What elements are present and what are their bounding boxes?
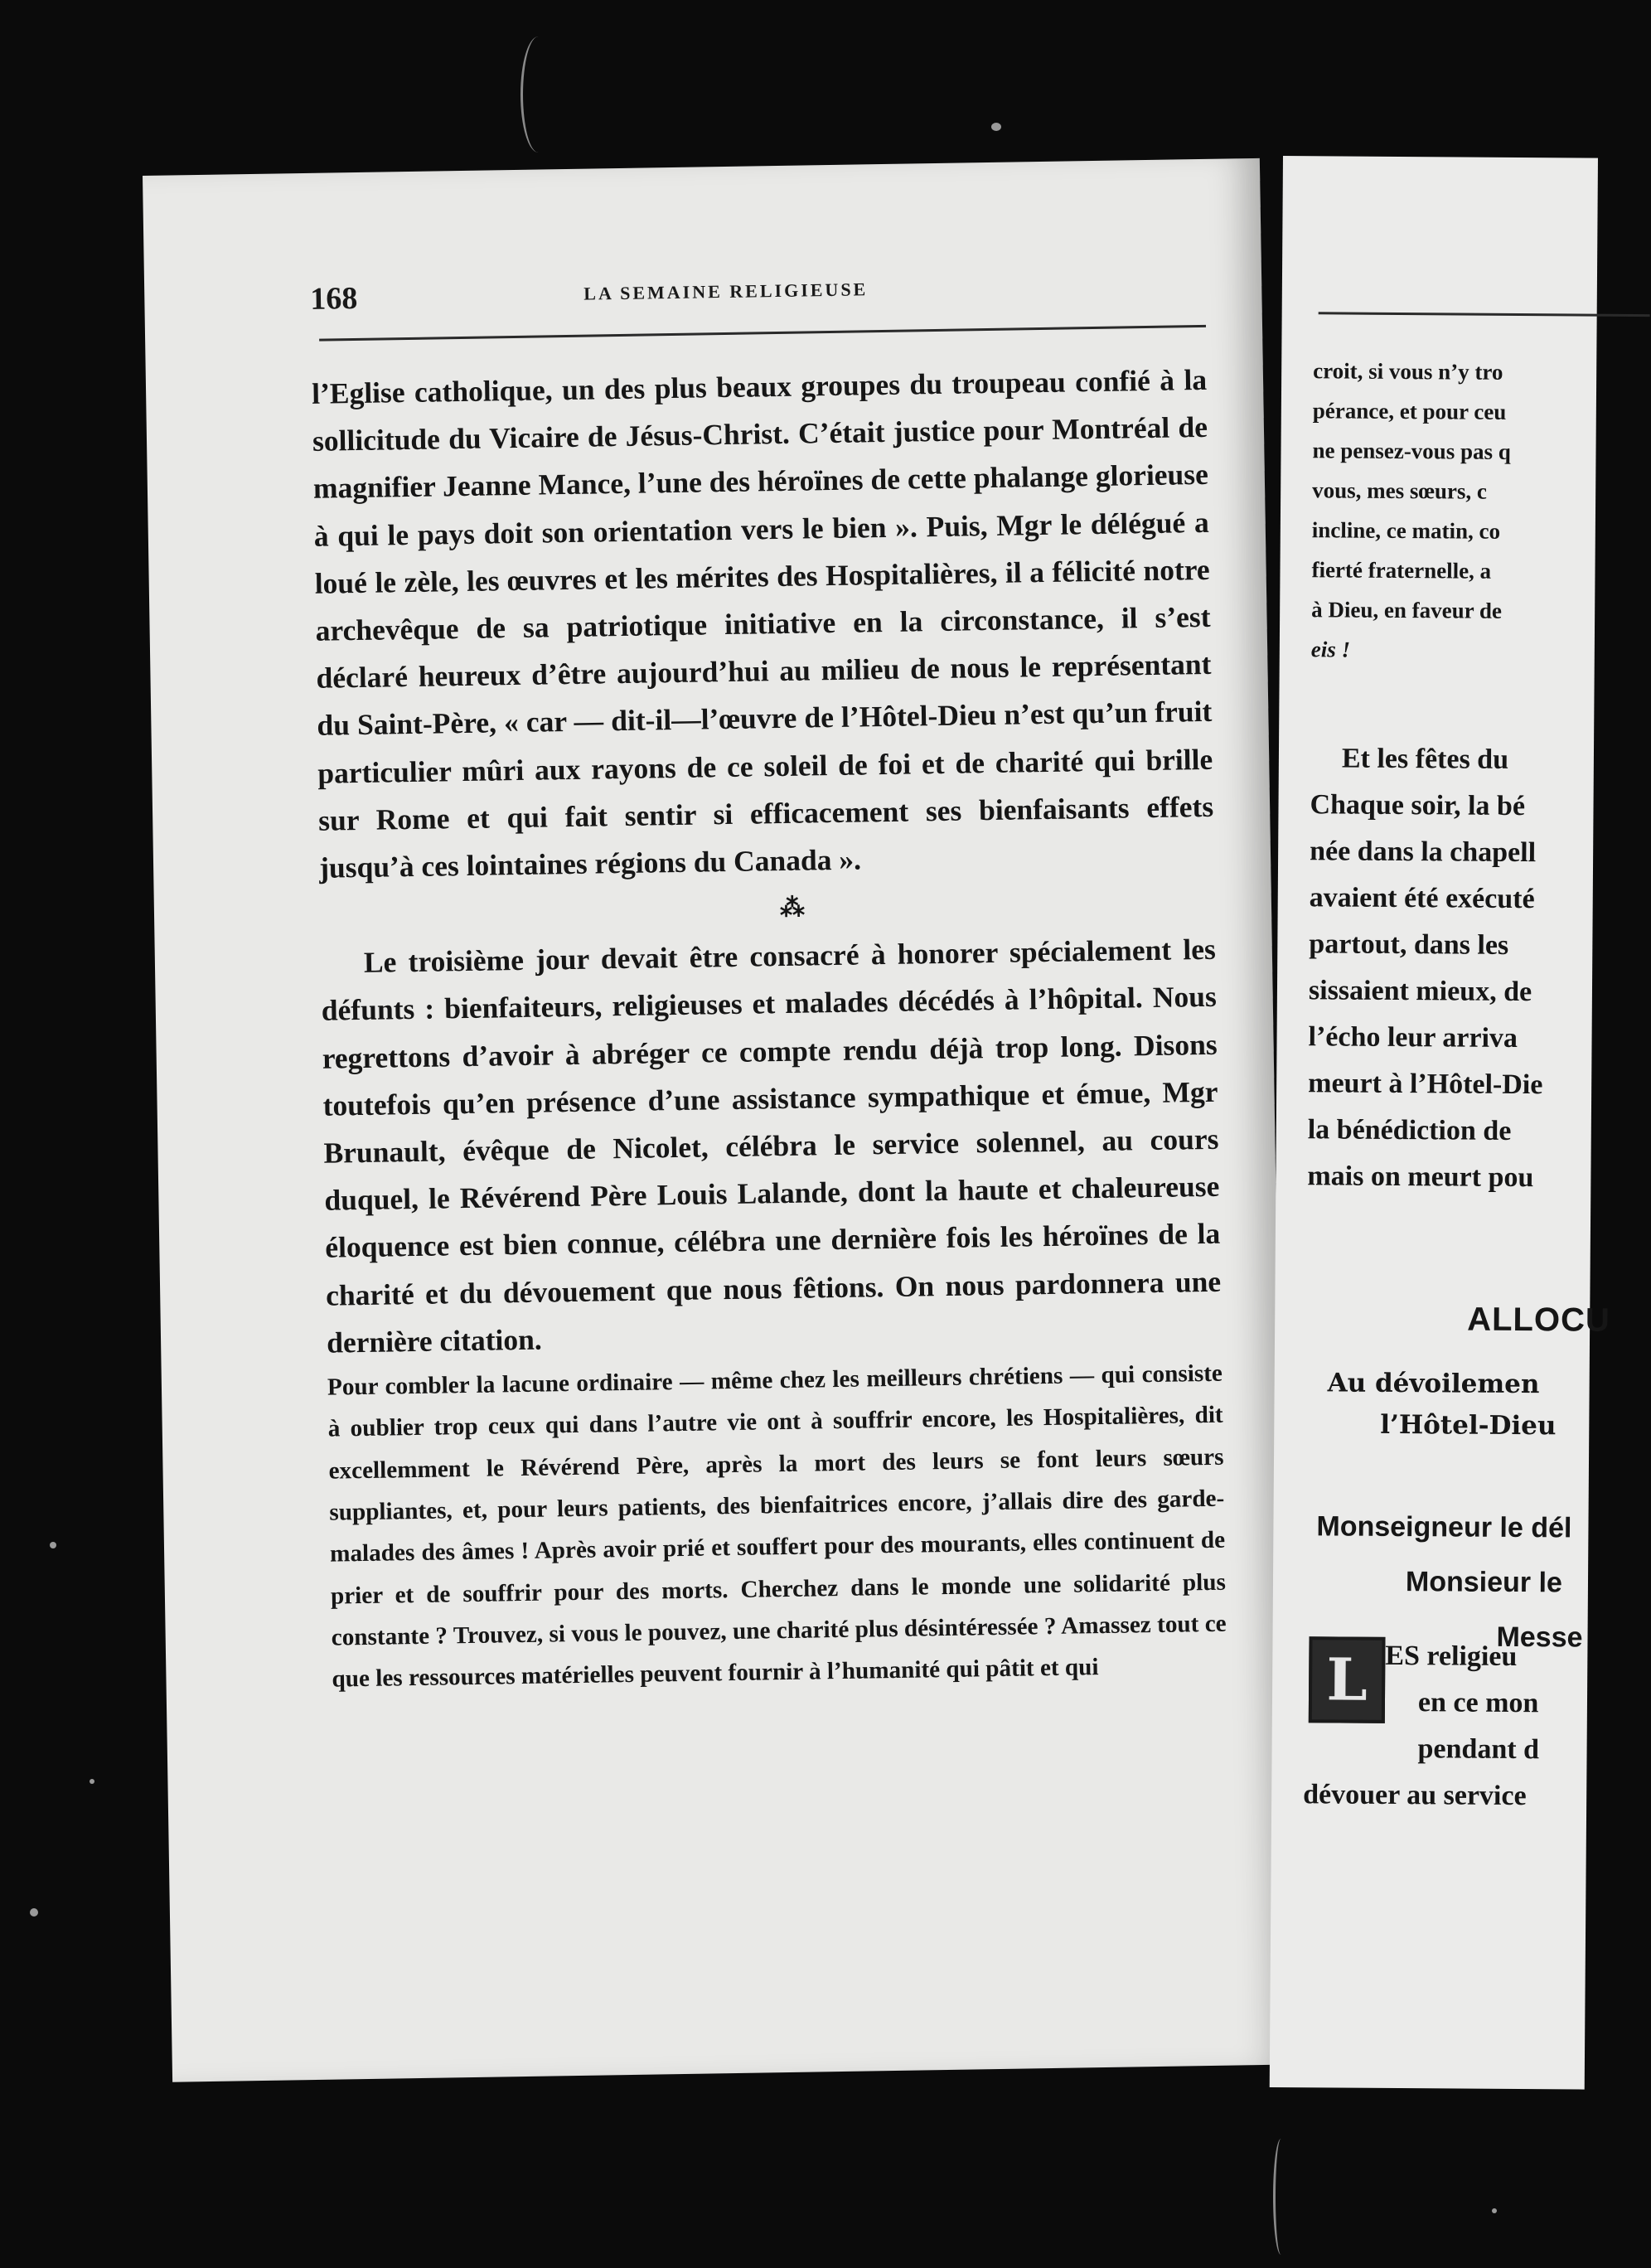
film-speck bbox=[50, 1542, 56, 1548]
paragraph: l’Eglise catholique, un des plus beaux groupes du troupeau confié à la sollicitude du Vicaire de Jésus-Christ. C’était justice pour Montréal de magnifier Jeanne Mance, l’une des héroïnes de cette phalange glorieuse à qui le pays doit son orientation vers le bien ». Puis, Mgr le délégué a loué le zèle, les œuvres et les mérites des Hospitalières, il a félicité notre archevêque de sa patriotique initiative en la circonstance, il s’est déclaré heureux d’être aujourd’hui au milieu de nous le représentant du Saint-Père, « car — dit-il—l’œuvre de l’Hôtel-Dieu n’est qu’un fruit particulier mûri aux rayons de ce soleil de foi et de charité qui brille sur Rome et qui fait sentir si efficacement ses bienfaisants effets jusqu’à ces lointaines régions du Canada ». bbox=[311, 362, 1214, 884]
quotation: Pour combler la lacune ordinaire — même chez les meilleurs chrétiens — qui consiste à oublier trop ceux qui dans l’autre vie ont à souffrir encore, les Hospitalières, dit excellemment le Révérend Père, après la mort des leurs se font leurs sœurs suppliantes, et, pour leurs patients, des bienfaitrices encore, j’allais dire des garde-malades des âmes ! Après avoir prié et souffert pour des mourants, elles continuent de prier et de souffrir pour des morts. Cherchez dans le monde une solidarité plus constante ? Trouvez, si vous le pouvez, une charité plus désintéressée ? Amassez tout ce que les ressources matérielles peuvent fournir à l’humanité qui pâtit et qui bbox=[327, 1359, 1227, 1693]
text-line: ES religieu bbox=[1385, 1640, 1518, 1673]
film-speck bbox=[991, 123, 1001, 131]
ornamental-dropcap: L bbox=[1309, 1636, 1386, 1723]
body-text bbox=[312, 356, 1227, 1700]
text-line: eis ! bbox=[1310, 637, 1351, 662]
salutation: Monsieur le bbox=[1405, 1566, 1563, 1599]
text-line: née dans la chapell bbox=[1310, 836, 1537, 869]
text-line: croit, si vous n’y tro bbox=[1313, 358, 1503, 385]
left-page bbox=[143, 158, 1290, 2082]
text-line: sissaient mieux, de bbox=[1308, 975, 1532, 1008]
section-subheading: Au dévoilemen bbox=[1327, 1368, 1540, 1400]
text-line: avaient été exécuté bbox=[1309, 882, 1535, 915]
asterism: ⁂ bbox=[779, 894, 806, 923]
salutation: Messe bbox=[1496, 1621, 1583, 1654]
film-speck bbox=[90, 1779, 94, 1784]
text-line: la bénédiction de bbox=[1307, 1114, 1512, 1146]
text-line: à Dieu, en faveur de bbox=[1311, 597, 1503, 623]
text-line: pendant d bbox=[1417, 1733, 1540, 1766]
page-number: 168 bbox=[310, 280, 358, 317]
text-line: meurt à l’Hôtel-Die bbox=[1308, 1068, 1543, 1101]
text-line: Et les fêtes du bbox=[1341, 743, 1509, 775]
film-speck bbox=[30, 1908, 38, 1917]
header-rule bbox=[1319, 312, 1650, 317]
running-head bbox=[310, 268, 1156, 331]
text-line: partout, dans les bbox=[1309, 928, 1509, 961]
text-line: mais on meurt pou bbox=[1307, 1161, 1534, 1194]
text-line: dévouer au service bbox=[1303, 1779, 1527, 1812]
text-line: l’écho leur arriva bbox=[1308, 1021, 1518, 1054]
paragraph: Le troisième jour devait être consacré à honorer spécialement les défunts : bienfaiteurs, religieuses et malades décédés à l’hôpital. Nous regrettons d’avoir à abréger ce compte rendu déjà trop long. Disons toutefois qu’en présence d’une assistance sympathique et émue, Mgr Brunault, évêque de Nicolet, célébra le service solennel, au cours duquel, le Révérend Père Louis Lalande, dont la haute et chaleureuse éloquence est bien connue, célébra une dernière fois les héroïnes de la charité et du dévouement que nous fêtions. On nous pardonnera une dernière citation. bbox=[321, 933, 1222, 1359]
text-line: Chaque soir, la bé bbox=[1310, 789, 1526, 822]
text-line: incline, ce matin, co bbox=[1311, 517, 1501, 544]
salutation: Monseigneur le dél bbox=[1316, 1510, 1572, 1544]
film-speck bbox=[1492, 2208, 1497, 2213]
section-heading: ALLOCU bbox=[1467, 1301, 1610, 1339]
section-subheading: l’Hôtel-Dieu bbox=[1380, 1409, 1557, 1442]
text-line: ne pensez-vous pas q bbox=[1312, 438, 1511, 464]
journal-title: LA SEMAINE RELIGIEUSE bbox=[583, 279, 869, 304]
right-page bbox=[1270, 156, 1610, 2090]
text-line: pérance, et pour ceu bbox=[1312, 398, 1507, 424]
text-line: vous, mes sœurs, c bbox=[1312, 477, 1488, 504]
film-hair bbox=[520, 36, 556, 153]
text-line: en ce mon bbox=[1417, 1687, 1539, 1719]
film-hair bbox=[1273, 2139, 1289, 2255]
text-line: fierté fraternelle, a bbox=[1311, 557, 1492, 584]
